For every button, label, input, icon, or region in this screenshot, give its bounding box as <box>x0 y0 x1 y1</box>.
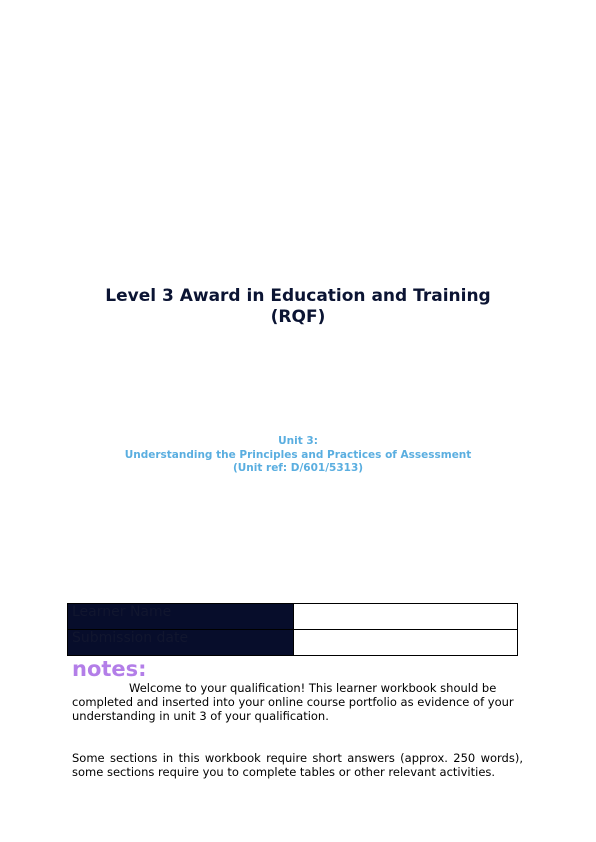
unit-number: Unit 3: <box>278 435 318 447</box>
notes-heading: notes: <box>72 657 147 681</box>
instructions-paragraph: Some sections in this workbook require short answers (approx. 250 words), some sections require you to complete tables or other relevant activities. <box>72 751 523 779</box>
submission-date-label: Submission date <box>68 630 294 656</box>
unit-info <box>0 435 596 476</box>
submission-date-field[interactable] <box>294 630 518 656</box>
unit-title: Understanding the Principles and Practices of Assessment <box>124 448 472 461</box>
document-title <box>0 286 596 328</box>
table-row <box>68 604 518 630</box>
table-row <box>68 630 518 656</box>
title-line-2: (RQF) <box>270 307 326 327</box>
learner-name-field[interactable] <box>294 604 518 630</box>
unit-reference: (Unit ref: D/601/5313) <box>232 462 364 474</box>
title-line-1: Level 3 Award in Education and Training <box>105 286 491 306</box>
learner-name-label: Learner Name <box>68 604 294 630</box>
learner-details-table <box>67 603 518 656</box>
welcome-paragraph: Welcome to your qualification! This learner workbook should be completed and inserted into your online course portfolio as evidence of your understanding in unit 3 of your qualification. <box>72 681 514 723</box>
